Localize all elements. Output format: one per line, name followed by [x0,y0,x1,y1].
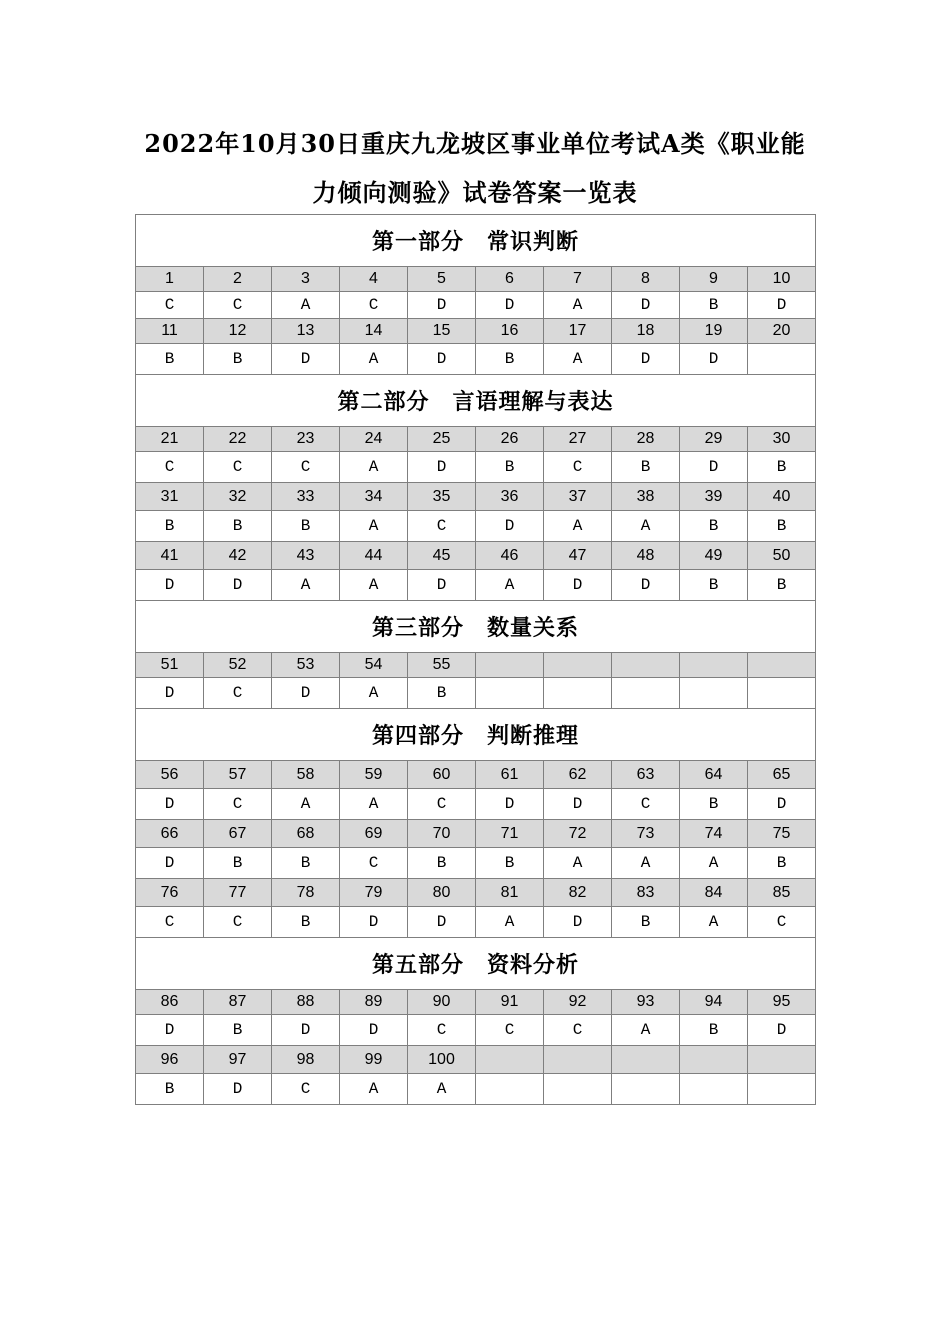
question-number-cell: 92 [544,990,612,1015]
answer-cell: A [272,570,340,601]
question-number-cell: 26 [476,427,544,452]
answer-cell: B [136,344,204,375]
question-number-cell: 7 [544,267,612,292]
question-number-cell: 94 [680,990,748,1015]
answer-row [136,292,816,319]
answer-row [136,570,816,601]
question-number-cell: 30 [748,427,816,452]
question-number-cell: 48 [612,542,680,570]
question-number-row [136,653,816,678]
question-number-cell: 62 [544,761,612,789]
answer-cell: C [476,1015,544,1046]
answer-cell: B [680,292,748,319]
answer-cell: B [272,907,340,938]
question-number-cell [544,1046,612,1074]
question-number-cell: 39 [680,483,748,511]
answer-cell: C [408,789,476,820]
answer-cell: A [340,344,408,375]
section-header-row [136,215,816,267]
section-header-row [136,601,816,653]
question-number-cell: 89 [340,990,408,1015]
answer-row [136,452,816,483]
question-number-cell: 73 [612,820,680,848]
answer-cell: D [680,452,748,483]
answer-cell: B [476,848,544,879]
answer-cell: D [612,292,680,319]
answer-cell: B [748,570,816,601]
answer-cell: A [340,570,408,601]
question-number-row [136,879,816,907]
question-number-cell: 47 [544,542,612,570]
answer-cell: D [272,1015,340,1046]
question-number-cell: 52 [204,653,272,678]
answer-cell [544,1074,612,1105]
question-number-cell: 33 [272,483,340,511]
answer-row [136,848,816,879]
question-number-cell: 21 [136,427,204,452]
question-number-cell: 68 [272,820,340,848]
answer-cell [748,678,816,709]
question-number-cell: 1 [136,267,204,292]
answer-row [136,511,816,542]
answer-cell [476,678,544,709]
answer-cell: D [544,907,612,938]
answer-cell: D [408,292,476,319]
document-title-line-2: 力倾向测验》试卷答案一览表 [312,178,638,207]
answer-cell: D [340,907,408,938]
question-number-cell: 72 [544,820,612,848]
answer-cell: B [748,452,816,483]
question-number-cell: 85 [748,879,816,907]
question-number-cell: 70 [408,820,476,848]
question-number-cell: 20 [748,319,816,344]
answer-cell: C [136,452,204,483]
answer-cell [612,678,680,709]
answer-cell [748,344,816,375]
question-number-cell: 88 [272,990,340,1015]
question-number-cell: 14 [340,319,408,344]
question-number-cell: 74 [680,820,748,848]
answer-cell: B [204,344,272,375]
answer-cell: C [544,1015,612,1046]
question-number-cell: 75 [748,820,816,848]
question-number-cell: 100 [408,1046,476,1074]
answer-cell: C [612,789,680,820]
document-title-line-1: 2022年10月30日重庆九龙坡区事业单位考试A类《职业能 [144,129,806,158]
question-number-cell: 79 [340,879,408,907]
question-number-cell: 16 [476,319,544,344]
answer-cell: C [204,789,272,820]
answer-cell: C [272,1074,340,1105]
question-number-cell: 98 [272,1046,340,1074]
question-number-row [136,761,816,789]
question-number-cell: 3 [272,267,340,292]
question-number-cell [476,1046,544,1074]
question-number-cell: 97 [204,1046,272,1074]
answer-cell: B [204,1015,272,1046]
answer-cell: B [748,511,816,542]
question-number-cell: 84 [680,879,748,907]
section-heading: 第四部分 判断推理 [136,709,816,761]
answer-cell: A [544,511,612,542]
section-header-row [136,375,816,427]
question-number-cell: 65 [748,761,816,789]
question-number-cell [544,653,612,678]
answer-cell: C [272,452,340,483]
section-header-row [136,709,816,761]
question-number-row [136,542,816,570]
question-number-cell: 76 [136,879,204,907]
answer-cell: A [544,344,612,375]
question-number-cell: 95 [748,990,816,1015]
answer-cell: B [680,570,748,601]
answer-table [135,214,816,1105]
answer-cell: D [136,789,204,820]
question-number-cell [748,653,816,678]
answer-cell: A [612,1015,680,1046]
question-number-cell: 24 [340,427,408,452]
answer-cell: B [408,678,476,709]
question-number-cell: 36 [476,483,544,511]
answer-row [136,789,816,820]
answer-cell: D [408,452,476,483]
section-heading: 第三部分 数量关系 [136,601,816,653]
question-number-cell: 99 [340,1046,408,1074]
answer-cell: D [204,1074,272,1105]
answer-cell [680,1074,748,1105]
answer-cell: D [476,789,544,820]
answer-cell: B [272,511,340,542]
answer-cell: B [136,1074,204,1105]
answer-cell: C [408,1015,476,1046]
question-number-row [136,427,816,452]
question-number-cell: 13 [272,319,340,344]
question-number-cell: 27 [544,427,612,452]
answer-cell: D [340,1015,408,1046]
question-number-cell: 58 [272,761,340,789]
answer-cell: A [340,789,408,820]
question-number-cell: 46 [476,542,544,570]
answer-cell: C [340,292,408,319]
answer-cell: C [408,511,476,542]
question-number-cell [476,653,544,678]
answer-cell: C [204,907,272,938]
answer-cell: D [544,789,612,820]
question-number-cell: 83 [612,879,680,907]
question-number-cell: 11 [136,319,204,344]
question-number-cell: 18 [612,319,680,344]
question-number-cell: 34 [340,483,408,511]
answer-cell: C [544,452,612,483]
question-number-row [136,483,816,511]
question-number-cell: 56 [136,761,204,789]
question-number-cell: 54 [340,653,408,678]
answer-cell: A [476,907,544,938]
answer-cell: B [136,511,204,542]
answer-cell: B [476,452,544,483]
answer-cell: B [680,1015,748,1046]
question-number-cell: 93 [612,990,680,1015]
question-number-cell: 96 [136,1046,204,1074]
section-heading: 第二部分 言语理解与表达 [136,375,816,427]
answer-cell: D [680,344,748,375]
answer-cell: D [204,570,272,601]
answer-cell: D [476,511,544,542]
section-heading: 第一部分 常识判断 [136,215,816,267]
question-number-cell: 45 [408,542,476,570]
answer-cell: B [408,848,476,879]
answer-cell [476,1074,544,1105]
question-number-cell: 63 [612,761,680,789]
question-number-cell: 44 [340,542,408,570]
answer-cell: D [612,570,680,601]
question-number-cell: 82 [544,879,612,907]
question-number-cell [748,1046,816,1074]
question-number-cell: 25 [408,427,476,452]
question-number-cell: 9 [680,267,748,292]
answer-cell: B [612,452,680,483]
answer-cell: A [612,511,680,542]
question-number-cell: 77 [204,879,272,907]
question-number-cell: 17 [544,319,612,344]
question-number-cell: 55 [408,653,476,678]
answer-cell: D [408,570,476,601]
question-number-cell: 10 [748,267,816,292]
answer-cell: A [680,907,748,938]
answer-cell: A [272,789,340,820]
question-number-cell: 40 [748,483,816,511]
answer-cell: C [204,292,272,319]
answer-cell: B [612,907,680,938]
question-number-cell: 61 [476,761,544,789]
answer-cell: A [340,452,408,483]
question-number-cell: 71 [476,820,544,848]
question-number-cell: 50 [748,542,816,570]
answer-cell: B [680,511,748,542]
question-number-cell: 53 [272,653,340,678]
question-number-cell: 19 [680,319,748,344]
question-number-cell: 29 [680,427,748,452]
answer-cell: A [340,1074,408,1105]
answer-cell: A [476,570,544,601]
answer-cell: B [272,848,340,879]
question-number-cell: 32 [204,483,272,511]
question-number-cell: 41 [136,542,204,570]
question-number-cell: 57 [204,761,272,789]
answer-row [136,1015,816,1046]
answer-cell: D [408,344,476,375]
answer-cell: A [612,848,680,879]
question-number-cell: 22 [204,427,272,452]
answer-cell: B [748,848,816,879]
question-number-row [136,319,816,344]
question-number-cell: 43 [272,542,340,570]
question-number-cell: 37 [544,483,612,511]
answer-cell: D [748,789,816,820]
answer-cell: A [544,848,612,879]
question-number-cell: 64 [680,761,748,789]
answer-cell [748,1074,816,1105]
section-heading: 第五部分 资料分析 [136,938,816,990]
answer-cell: D [612,344,680,375]
question-number-cell [680,1046,748,1074]
question-number-cell: 80 [408,879,476,907]
question-number-cell [612,1046,680,1074]
answer-cell: C [748,907,816,938]
question-number-cell [680,653,748,678]
answer-cell: C [136,907,204,938]
question-number-cell: 67 [204,820,272,848]
question-number-cell: 51 [136,653,204,678]
answer-cell: D [748,1015,816,1046]
answer-cell: B [204,848,272,879]
answer-cell: C [204,678,272,709]
answer-row [136,907,816,938]
question-number-cell: 81 [476,879,544,907]
question-number-cell: 15 [408,319,476,344]
question-number-cell: 49 [680,542,748,570]
answer-cell: B [476,344,544,375]
answer-cell [612,1074,680,1105]
question-number-cell: 8 [612,267,680,292]
question-number-row [136,267,816,292]
answer-cell: B [680,789,748,820]
section-header-row [136,938,816,990]
answer-row [136,344,816,375]
answer-cell: D [136,570,204,601]
answer-cell: D [272,678,340,709]
question-number-cell: 38 [612,483,680,511]
question-number-cell: 4 [340,267,408,292]
answer-cell [680,678,748,709]
answer-cell: A [340,678,408,709]
answer-cell: A [272,292,340,319]
question-number-cell [612,653,680,678]
question-number-cell: 59 [340,761,408,789]
answer-cell: C [136,292,204,319]
question-number-cell: 87 [204,990,272,1015]
question-number-cell: 2 [204,267,272,292]
answer-cell: D [408,907,476,938]
question-number-cell: 5 [408,267,476,292]
question-number-cell: 42 [204,542,272,570]
answer-cell: C [204,452,272,483]
answer-cell: D [136,848,204,879]
answer-cell: D [136,678,204,709]
answer-row [136,1074,816,1105]
question-number-row [136,1046,816,1074]
question-number-cell: 28 [612,427,680,452]
answer-cell: A [680,848,748,879]
question-number-cell: 90 [408,990,476,1015]
question-number-cell: 35 [408,483,476,511]
answer-cell: D [748,292,816,319]
question-number-cell: 66 [136,820,204,848]
answer-cell: D [272,344,340,375]
answer-cell: A [408,1074,476,1105]
question-number-cell: 60 [408,761,476,789]
answer-cell: D [136,1015,204,1046]
question-number-cell: 23 [272,427,340,452]
answer-cell: D [544,570,612,601]
answer-cell: B [204,511,272,542]
answer-cell [544,678,612,709]
question-number-cell: 69 [340,820,408,848]
answer-cell: D [476,292,544,319]
question-number-cell: 78 [272,879,340,907]
question-number-cell: 31 [136,483,204,511]
question-number-row [136,990,816,1015]
question-number-cell: 91 [476,990,544,1015]
answer-row [136,678,816,709]
question-number-cell: 86 [136,990,204,1015]
answer-cell: A [340,511,408,542]
answer-cell: C [340,848,408,879]
answer-cell: A [544,292,612,319]
question-number-row [136,820,816,848]
question-number-cell: 12 [204,319,272,344]
question-number-cell: 6 [476,267,544,292]
